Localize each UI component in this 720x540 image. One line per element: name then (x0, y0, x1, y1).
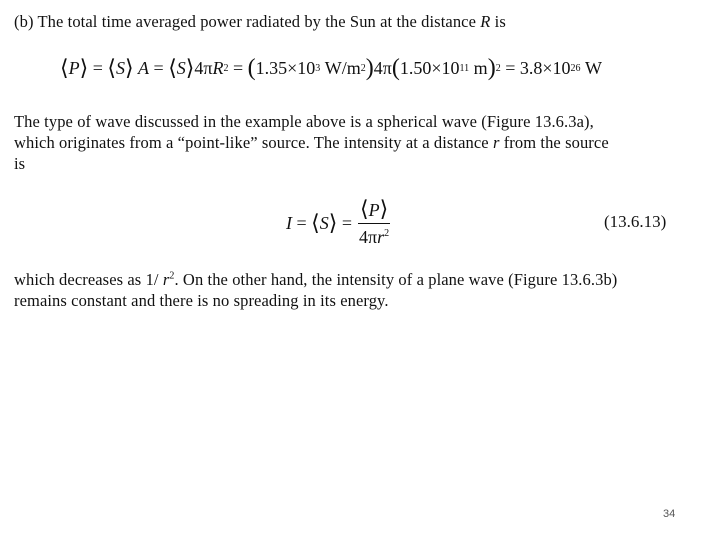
paren-left: ( (391, 55, 400, 81)
paragraph2-line1-b: . On the other hand, the intensity of a plane wave (Figure 13.6.3b) (174, 270, 618, 289)
eq1-equals-3: = (232, 57, 244, 78)
eq2-fraction (358, 198, 390, 248)
eq1-R-exp: 2 (223, 62, 229, 74)
eq2-den-4pi: 4π (359, 227, 378, 247)
angle-left: ⟨ (60, 55, 69, 80)
eq1-result-exp: 26 (570, 62, 581, 74)
paragraph1-line2-a: which originates from a “point-like” source. The intensity at a distance (14, 133, 489, 152)
eq1-dist-value: 1.50×10 (399, 57, 460, 78)
fraction-denominator (359, 224, 389, 248)
eq1-flux-units: W/m (324, 57, 361, 78)
paragraph1-line2-var: r (492, 133, 500, 152)
paragraph2-inverse-square (146, 270, 175, 289)
heading-variable: R (480, 12, 491, 31)
eq2-equals-2: = (341, 212, 352, 233)
paragraph2-var: r (162, 270, 170, 289)
angle-right: ⟩ (379, 196, 389, 221)
angle-right: ⟩ (328, 210, 338, 235)
paragraph1-line2 (14, 133, 609, 153)
equation-power (60, 56, 602, 80)
eq1-result-value: 3.8×10 (519, 57, 571, 78)
angle-right: ⟩ (185, 55, 195, 80)
eq2-den-r: r (377, 227, 385, 247)
paragraph2-frac: 1/ (145, 270, 159, 289)
equation-number: (13.6.13) (604, 212, 667, 231)
angle-left: ⟨ (107, 55, 116, 80)
eq1-dist-exp: 11 (459, 62, 470, 74)
paragraph2-exp: 2 (169, 270, 175, 282)
angle-left: ⟨ (360, 196, 369, 221)
eq1-flux-value: 1.35×10 (255, 57, 316, 78)
eq2-equals-1: = (296, 212, 307, 233)
fraction-numerator (358, 198, 390, 223)
angle-right: ⟩ (79, 55, 89, 80)
eq1-result-units: W (585, 57, 602, 78)
eq2-I: I (286, 212, 292, 233)
paragraph1-line1: The type of wave discussed in the example above is a spherical wave (Figure 13.6.3a), (14, 112, 594, 131)
paren-right: ) (365, 55, 374, 81)
angle-right: ⟩ (124, 55, 134, 80)
eq1-four-pi-2: 4π (373, 57, 392, 78)
equation-intensity (286, 198, 390, 248)
paragraph2-line1-a: which decreases as (14, 270, 142, 289)
eq1-S-2: S (176, 57, 186, 78)
paren-right: ) (487, 55, 496, 81)
heading-line (14, 12, 506, 32)
eq1-equals-1: = (92, 57, 103, 78)
paragraph1-line3: is (14, 154, 26, 173)
eq1-S: S (115, 57, 125, 78)
paren-left: ( (247, 55, 256, 81)
paragraph2-line2: remains constant and there is no spreading in its energy. (14, 291, 389, 310)
paragraph2-line1 (14, 270, 617, 290)
eq1-paren-exp: 2 (495, 62, 501, 74)
eq1-A: A (138, 57, 150, 78)
eq1-P: P (68, 57, 80, 78)
angle-left: ⟨ (311, 210, 320, 235)
page-number: 34 (663, 508, 676, 520)
eq1-four-pi: 4π (194, 57, 213, 78)
eq1-equals-2: = (153, 57, 164, 78)
eq2-num-P: P (368, 200, 380, 220)
eq1-dist-units: m (473, 57, 488, 78)
heading-text: (b) The total time averaged power radiated by the Sun at the distance (14, 12, 477, 31)
heading-end: is (494, 12, 506, 31)
eq2-S: S (319, 212, 329, 233)
eq2-den-exp: 2 (384, 228, 390, 239)
eq1-flux-exp: 3 (315, 62, 321, 74)
eq1-R: R (212, 57, 224, 78)
paragraph1-line2-b: from the source (503, 133, 609, 152)
eq1-equals-4: = (505, 57, 516, 78)
angle-left: ⟨ (168, 55, 177, 80)
eq1-flux-units-exp: 2 (360, 62, 366, 74)
